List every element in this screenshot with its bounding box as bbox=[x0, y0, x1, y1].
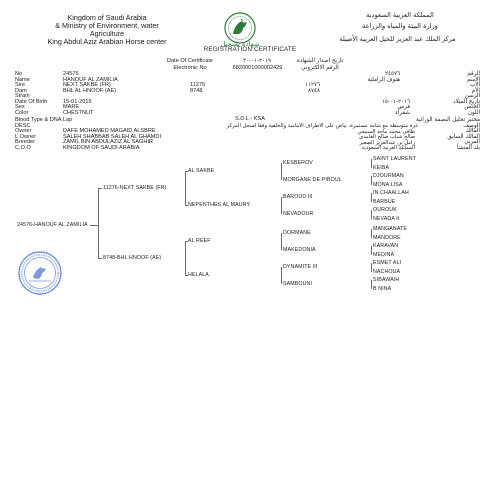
pedigree-gen4: NACHOUA bbox=[373, 269, 401, 275]
header-en-line4: King Abdul Aziz Arabian Horse center bbox=[47, 37, 167, 46]
detail-label: Date Of Birth bbox=[15, 98, 48, 105]
breeder-value: ZAMIL BIN ABDULAZIZ AL SAGHIR bbox=[63, 139, 154, 145]
detail-extra: 8748 bbox=[190, 87, 203, 94]
detail-label-ar: الاسم bbox=[466, 76, 480, 83]
pedigree-horse: 24576-HANOUF AL ZAMILIA bbox=[17, 222, 88, 228]
pedigree-connector bbox=[281, 233, 282, 250]
pedigree-gen4: KARAVAN bbox=[373, 243, 399, 249]
pedigree-connector bbox=[371, 159, 372, 168]
pedigree-connector bbox=[185, 241, 186, 275]
pedigree-gen4: IN CHAALLAH bbox=[373, 190, 409, 196]
owner-value-ar: ظافي محمد ماجد السبيعي bbox=[357, 128, 415, 135]
pedigree-connector bbox=[281, 163, 282, 180]
pedigree-gen4: MANGANATE bbox=[373, 226, 408, 232]
detail-extra: 11276 bbox=[190, 82, 206, 88]
breeder-label: Breeder bbox=[15, 139, 35, 145]
pedigree-gen2: NEPENTHES AL MAURY bbox=[188, 202, 251, 208]
owner-label: Owner bbox=[15, 128, 32, 134]
detail-label: Dam bbox=[15, 87, 27, 94]
detail-label: No bbox=[15, 71, 23, 77]
pedigree-gen2: AL REEF bbox=[188, 238, 211, 244]
coo-label-ar: بلد المنشأ bbox=[457, 144, 480, 151]
detail-value: HANOUF AL ZAMILIA bbox=[63, 76, 118, 83]
detail-value-ar-num: ٨٧٤٨ bbox=[307, 87, 320, 94]
pedigree-gen3: MORGANE DE PIBOUL bbox=[283, 177, 342, 183]
pedigree-connector bbox=[281, 197, 282, 214]
owner-value: DAFE MOHAMED MAGAID ALSBRE bbox=[63, 128, 156, 134]
header-en-line2: & Ministry of Environment, water bbox=[55, 21, 159, 30]
detail-value-ar: ٢٠١٦-٠١-١٥ bbox=[381, 98, 410, 105]
pedigree-connector bbox=[371, 229, 372, 238]
pedigree-sire: 11276-NEXT SAKBE (FR) bbox=[103, 185, 167, 191]
detail-label-ar: الرسن bbox=[464, 93, 480, 99]
detail-label-ar: الجنس bbox=[464, 104, 480, 110]
last-owner-label: L.Owner bbox=[15, 133, 37, 140]
detail-label-ar: الرقم bbox=[467, 71, 480, 77]
date-value: ٢٠١٩-٠١-٢٠ bbox=[242, 58, 272, 64]
detail-label-ar: الأب bbox=[469, 82, 480, 88]
header-en-line3: Agriculture bbox=[89, 29, 125, 38]
date-label: Date Of Certificate bbox=[166, 58, 213, 64]
detail-label: Name bbox=[15, 76, 30, 83]
detail-label: Color bbox=[15, 109, 29, 116]
desc-label-ar: الوصف bbox=[463, 122, 480, 129]
owner-label-ar: المالك bbox=[465, 128, 480, 134]
detail-value: BHL AL HNOOF (AE) bbox=[63, 87, 117, 94]
detail-value: MARE bbox=[63, 104, 80, 110]
pedigree-connector bbox=[281, 267, 282, 284]
pedigree-gen4: MEDINA bbox=[373, 252, 395, 258]
pedigree-gen4: DJOURMAN bbox=[373, 173, 404, 179]
coo-value-ar: المملكة العربية السعودية bbox=[361, 145, 415, 151]
detail-value-ar: شقراء bbox=[395, 109, 410, 116]
pedigree-gen4: ESMET ALI bbox=[373, 260, 402, 266]
pedigree-gen2: HELALA bbox=[188, 272, 209, 278]
pedigree-gen4: BARBUE bbox=[373, 199, 396, 205]
pedigree-connector bbox=[371, 193, 372, 202]
blood-value: S.D.L - KSA bbox=[235, 116, 265, 122]
pedigree-connector bbox=[371, 210, 372, 219]
header-ar-line1: المملكة العربية السعودية bbox=[366, 11, 434, 19]
pedigree-gen4: B NINA bbox=[373, 286, 392, 292]
pedigree-gen4: NEVADA II bbox=[373, 216, 400, 222]
pedigree-gen3: BAROUD III bbox=[283, 194, 313, 200]
detail-value-ar: هنوف الزاملية bbox=[367, 76, 400, 83]
logo-caption: شهادة تسجيل bbox=[220, 40, 260, 48]
detail-value: 15-01-2016 bbox=[63, 98, 92, 105]
detail-value-ar: ٢٤٥٧٦ bbox=[384, 71, 400, 77]
pedigree-connector bbox=[371, 263, 372, 272]
electronic-label: Electronic No bbox=[173, 64, 207, 71]
detail-value-ar: فرس bbox=[397, 104, 410, 110]
pedigree-gen3: DYNAMITE III bbox=[283, 264, 318, 270]
pedigree-connector bbox=[371, 176, 372, 185]
pedigree-gen4: SIBAWAIH bbox=[373, 277, 400, 283]
pedigree-connector bbox=[185, 171, 186, 205]
detail-label-ar: تاريخ الميلاد bbox=[453, 98, 480, 105]
pedigree-gen4: MANDORE bbox=[373, 235, 401, 241]
pedigree-gen4: SAINT LAURENT bbox=[373, 156, 416, 162]
pedigree-gen4: MONA LISA bbox=[373, 182, 403, 188]
stamp-seal-icon bbox=[17, 250, 63, 296]
header-ar-line3: مركز الملك عبد العزيز للخيل العربية الأصيلة bbox=[339, 35, 456, 43]
pedigree-gen4: KEIBA bbox=[373, 165, 390, 171]
electronic-value: 6820001000002429 bbox=[232, 64, 283, 71]
detail-value: CHESTNUT bbox=[63, 109, 94, 116]
detail-label: Sire bbox=[15, 82, 25, 88]
pedigree-gen3: DORMANE bbox=[283, 230, 311, 236]
pedigree-gen3: NEVADOUR bbox=[283, 211, 314, 217]
pedigree-connector bbox=[98, 258, 102, 259]
last-owner-value: SALEH SHABBAB SALEH AL GHAMDI bbox=[63, 133, 162, 140]
detail-value: 24576 bbox=[63, 71, 79, 77]
breeder-label-ar: المربي bbox=[464, 139, 480, 145]
pedigree-connector bbox=[90, 225, 98, 226]
detail-label: Strain bbox=[15, 93, 30, 99]
breeder-value-ar: زامل بن عبدالعزيز الصغير bbox=[359, 139, 415, 146]
pedigree-chart bbox=[0, 155, 500, 315]
pedigree-gen2: AL SAKBE bbox=[188, 168, 215, 174]
date-label-ar: تاريخ اصدار الشهادة bbox=[296, 58, 344, 64]
last-owner-value-ar: صالح شباب صالح الغامدي bbox=[359, 134, 415, 140]
coo-value: KINGDOM OF SAUDI ARABIA bbox=[63, 144, 140, 151]
detail-value: NEXT SAKBE (FR) bbox=[63, 82, 111, 88]
pedigree-gen3: KESBEROV bbox=[283, 160, 313, 166]
header-en-line1: Kingdom of Saudi Arabia bbox=[67, 13, 147, 22]
pedigree-gen3: MAKEDONIA bbox=[283, 247, 316, 253]
blood-label: Blood Type & DNA Lap bbox=[15, 117, 73, 123]
coo-label: C.O.O bbox=[15, 144, 31, 151]
detail-label-ar: اللون bbox=[467, 109, 480, 116]
desc-label: DESC bbox=[15, 122, 31, 129]
detail-value-ar-num: ١١٢٧٦ bbox=[304, 82, 320, 88]
official-stamp bbox=[17, 250, 63, 296]
detail-label-ar: الأم bbox=[471, 87, 480, 94]
detail-label: Sex bbox=[15, 104, 25, 110]
pedigree-connector bbox=[98, 188, 102, 189]
last-owner-label-ar: المالك السابق bbox=[447, 133, 480, 140]
certificate-title: REGISTRATION CERTIFICATE bbox=[203, 46, 297, 53]
header-ar-line2: وزارة البيئة والمياه والزراعة bbox=[362, 22, 438, 30]
desc-text-ar: غرة متوسطة مع شامة مستمرة، بياض على الأطراف الأمامية والخلفية وفقاً لسجل المركز bbox=[226, 122, 418, 129]
pedigree-gen4: OUROUK bbox=[373, 207, 397, 213]
pedigree-connector bbox=[371, 246, 372, 255]
pedigree-gen3: SAMBOUNI bbox=[283, 281, 313, 287]
electronic-label-ar: الرقم الالكتروني bbox=[301, 64, 339, 71]
blood-label-ar: مختبر تحليل البصمة الوراثية bbox=[415, 117, 480, 123]
pedigree-dam: 8748-BHL HNOOF (AE) bbox=[103, 255, 162, 261]
pedigree-connector bbox=[98, 188, 99, 258]
header-english-block bbox=[32, 14, 182, 38]
pedigree-connector bbox=[371, 280, 372, 289]
